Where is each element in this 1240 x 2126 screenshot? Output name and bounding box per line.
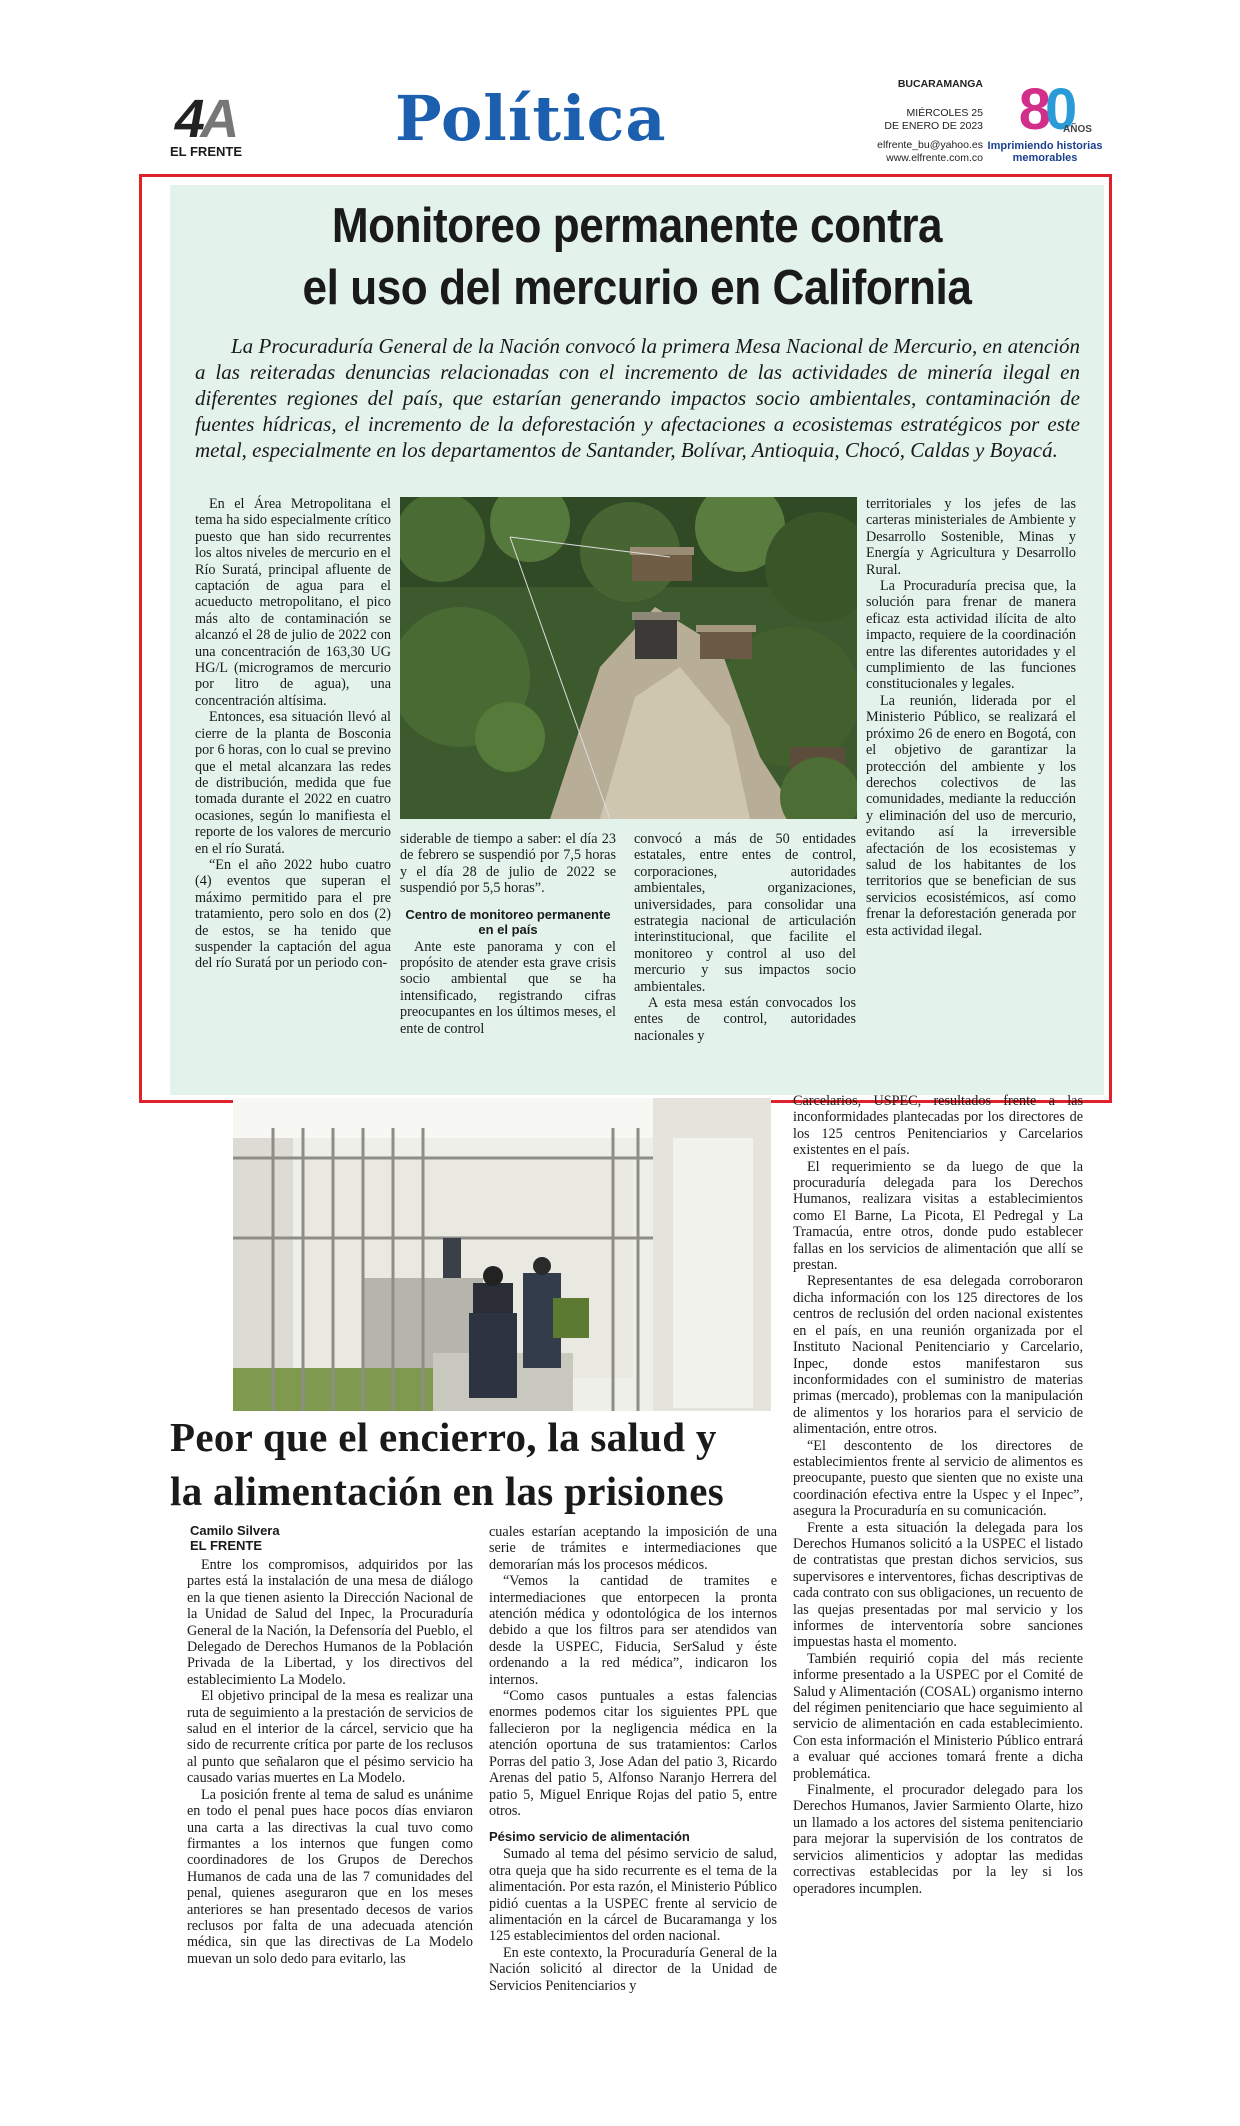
selection-highlight-frame — [139, 174, 1112, 1103]
brand-name: EL FRENTE — [170, 144, 242, 159]
paragraph: convocó a más de 50 entidades estatales, entre entes de control, corporaciones, autoridades ambientales, organizaciones, universidades, para consolidar una estrategia nacional de articulación interinstitucional, que facilite el monitoreo y control al uso del mercurio y sus impactos socio ambientales. — [634, 831, 856, 995]
anniversary-digit: 8 — [1018, 77, 1045, 142]
date-line1: MIÉRCOLES 25 — [906, 107, 983, 119]
prison-headline-line2: la alimentación en las prisiones — [170, 1468, 725, 1514]
prison-subhead: Pésimo servicio de alimentación — [489, 1829, 690, 1845]
paragraph: A esta mesa están convocados los entes de control, autoridades nacionales y — [634, 995, 856, 1044]
byline — [190, 1523, 280, 1553]
prison-headline — [170, 1410, 780, 1518]
prison-photo — [233, 1098, 771, 1411]
anniversary-digit: 0 — [1045, 77, 1072, 142]
feature-headline-line1: Monitoreo permanente contra — [331, 199, 943, 253]
prison-headline-line1: Peor que el encierro, la salud y — [170, 1414, 717, 1460]
paragraph: Carcelarios, USPEC, resultados frente a las inconformidades plantecadas por los directores de los 125 centros Penitenciarios y Carcelarios existentes en el país. — [793, 1093, 1083, 1159]
feature-headline-line2: el uso del mercurio en California — [302, 261, 972, 315]
edition-meta — [845, 78, 983, 165]
anniversary-word: AÑOS — [1063, 124, 1092, 135]
paragraph: Representantes de esa delegada corroboraron dicha información con los 125 directores de los centros de reclusión del orden nacional existentes en el país, en una reunión organizada por el Instituto Nacional Penitenciario y Carcelario, Inpec, donde estos manifestaron sus inconformidades con el suministro de materias primas (mercado), problemas con la manipulación de alimentos y los horarios para el servicio de alimentación, entre otros. — [793, 1273, 1083, 1438]
prison-column-2 — [489, 1524, 777, 1994]
paragraph: El requerimiento se da luego de que la procuraduría delegada para los Derechos Humanos, realizara visitas a establecimientos como El Barne, La Picota, El Pedregal y La Tramacúa, entre otros, donde pudo establecer fallas en los servicios de alimentación que allí se prestan. — [793, 1158, 1083, 1274]
paragraph: La Procuraduría precisa que, la solución para frenar de manera eficaz esta actividad ilícita de alto impacto, requiere de la coordinación entre las diferentes autoridades y el cumplimiento de las funciones constitucionales y legales. — [866, 578, 1076, 693]
author-outlet: EL FRENTE — [190, 1538, 262, 1553]
anniversary-logo — [985, 77, 1105, 164]
prison-column-1 — [187, 1557, 473, 1967]
paragraph: “Como casos puntuales a estas falencias enormes podemos citar los siguientes PPL que fallecieron por la negligencia médica en la atención oportuna de sus tratamientos: Carlos Porras del patio 3, Jose Adan del patio 3, Ricardo Arenas del patio 5, Alfonso Naranjo Herrera del patio 5, Miguel Enrique Rojas del patio 5, entre otros. — [489, 1688, 777, 1819]
feature-lede: La Procuraduría General de la Nación convocó la primera Mesa Nacional de Mercurio, en atención a las reiteradas denuncias relacionadas con el incremento de las actividades de minería ilegal en diferentes regiones del país, que estarían generando impactos socio ambientales, contaminación de fuentes hídricas, el incremento de la deforestación y afectaciones a ecosistemas estratégicos por este metal, especialmente en los departamentos de Santander, Bolívar, Antioquia, Chocó, Caldas y Boyacá. — [195, 334, 1080, 462]
paragraph: Entre los compromisos, adquiridos por las partes está la instalación de una mesa de diálogo en la que tienen asiento la Dirección Nacional de la Unidad de Salud del Inpec, la Procuraduría General de la Nación, la Defensoría del Pueblo, el Delegado de Derechos Humanos de la Población Privada de la Libertad, y los directivos del establecimiento La Modelo. — [187, 1557, 473, 1688]
paragraph: cuales estarían aceptando la imposición de una serie de trámites e intermediaciones que demorarían más los procesos médicos. — [489, 1524, 777, 1573]
prison-photo-image — [233, 1098, 771, 1411]
email-link[interactable]: elfrente_bu@yahoo.es — [877, 139, 983, 151]
date-line2: DE ENERO DE 2023 — [884, 120, 983, 132]
paragraph: Ante este panorama y con el propósito de atender esta grave crisis socio ambiental que se ha intensificado, registrando cifras preocupantes en los últimos meses, el ente de control — [400, 938, 616, 1037]
paragraph: El objetivo principal de la mesa es realizar una ruta de seguimiento a la prestación de servicios de salud en el interior de la cárcel, servicio que ha sido de recurrente crítica por parte de los reclusos al punto que señalaron que el pésimo servicio ha causado varias muertes en La Modelo. — [187, 1688, 473, 1787]
prison-column-3 — [793, 1093, 1083, 1897]
paragraph: “Vemos la cantidad de tramites e intermediaciones que entorpecen la pronta atención médica y odontológica de los internos debido a que los filtros para ser atendidos van desde la USPEC, Fiducia, SerSalud y éste ordenando a la red médica”, indicaron los internos. — [489, 1573, 777, 1688]
paragraph: La posición frente al tema de salud es unánime en todo el penal pues hace pocos días enviaron una carta a las directivas la cual tuvo como firmantes a los internos que fungen como coordinadores de los Grupos de Derechos Humanos de cada una de las 7 comunidades del penal, quienes aseguraron que en los meses anteriores se han presentado decesos de varios reclusos por falta de una adecuada atención médica, sin que las directivas de La Modelo muevan un solo dedo para evitarlo, las — [187, 1786, 473, 1967]
website-link[interactable]: www.elfrente.com.co — [886, 152, 983, 164]
city: BUCARAMANGA — [897, 78, 983, 90]
paragraph: siderable de tiempo a saber: el día 23 de febrero se suspendió por 7,5 horas y el día 28 de julio de 2022 se suspendió por 5,5 horas”. — [400, 831, 616, 897]
paragraph: Frente a esta situación la delegada para los Derechos Humanos solicitó a la USPEC el listado de contratistas que prestan dichos servicios, sus supervisores e interventores, fichas descriptivas de cada contrato con sus obligaciones, un recuento de las quejas presentadas por mal servicio y los informes de interventoría sobre sanciones impuestas hasta el momento. — [793, 1519, 1083, 1651]
paragraph: Entonces, esa situación llevó al cierre de la planta de Bosconia por 6 horas, con lo cual se previno que el metal alcanzara las redes de distribución, medida que fue tomada durante el 2022 en cuatro ocasiones, según lo manifiesta el reporte de los valores de mercurio en el río Suratá. — [195, 709, 391, 857]
anniversary-tagline: Imprimiendo historias memorables — [987, 140, 1103, 164]
paragraph: También requirió copia del más reciente informe presentado a la USPEC por el Comité de Salud y Alimentación (COSAL) organismo interno del régimen penitenciario que hace seguimiento al servicio de alimentación en cada establecimiento. Con esta información el Ministerio Público entrará a evaluar qué acciones tomará frente a dicha problemática. — [793, 1650, 1083, 1782]
paragraph: La reunión, liderada por el Ministerio Público, se realizará el próximo 26 de enero en Bogotá, con el objetivo de garantizar la protección del ambiente y los derechos colectivos de las comunidades, mediante la reducción y eliminación del uso de mercurio, evitando así la irreversible afectación de los ecosistemas y salud de los habitantes de los territorios que se benefician de sus servicios ecosistémicos, así como frenar la deforestación generada por esta actividad ilegal. — [866, 692, 1076, 939]
feature-subhead: Centro de monitoreo permanente en el país — [405, 906, 611, 937]
page-number: 4A — [169, 89, 242, 149]
paragraph: territoriales y los jefes de las carteras ministeriales de Ambiente y Desarrollo Sostenible, Minas y Energía y Agricultura y Desarrollo Rural. — [866, 496, 1076, 578]
paragraph: En este contexto, la Procuraduría General de la Nación solicitó al director de la Unidad de Servicios Penitenciarios y — [489, 1944, 777, 1994]
paragraph: Sumado al tema del pésimo servicio de salud, otra queja que ha sido recurrente es el tema de la alimentación. Por esta razón, el Ministerio Público pidió cuentas a la USPEC frente al servicio de alimentación en la cárcel de Bucaramanga y los 125 establecimientos del orden nacional. — [489, 1846, 777, 1945]
paragraph: “En el año 2022 hubo cuatro (4) eventos que superan el máximo permitido para el pre tratamiento, pero solo en dos (2) de estos, se ha tenido que suspender la captación del agua del río Suratá por un periodo con- — [195, 856, 391, 972]
author-name: Camilo Silvera — [190, 1523, 280, 1538]
paragraph: “El descontento de los directores de establecimientos frente al servicio de alimentos es preocupante, puesto que sienten que no existe una coordinación efectiva entre la Uspec y el Inpec”, asegura la Procuraduría en su comunicación. — [793, 1437, 1083, 1520]
section-title: Política — [395, 82, 667, 155]
paragraph: Finalmente, el procurador delegado para los Derechos Humanos, Javier Sarmiento Olarte, hizo un llamado a los actores del sistema penitenciario para mejorar la supervisión de los contratos de servicios alimenticios y adoptar las medidas correctivas establecidas por la ley si los operadores incumplen. — [793, 1782, 1083, 1897]
paragraph: En el Área Metropolitana el tema ha sido especialmente crítico puesto que han sido recurrentes los altos niveles de mercurio en el Río Suratá, principal afluente de captación de agua para el acueducto metropolitano, el pico más alto de contaminación se alcanzó el 28 de julio de 2022 con una concentración de 163,30 UG HG/L (microgramos de mercurio por litro de agua), una concentración altísima. — [195, 496, 391, 709]
